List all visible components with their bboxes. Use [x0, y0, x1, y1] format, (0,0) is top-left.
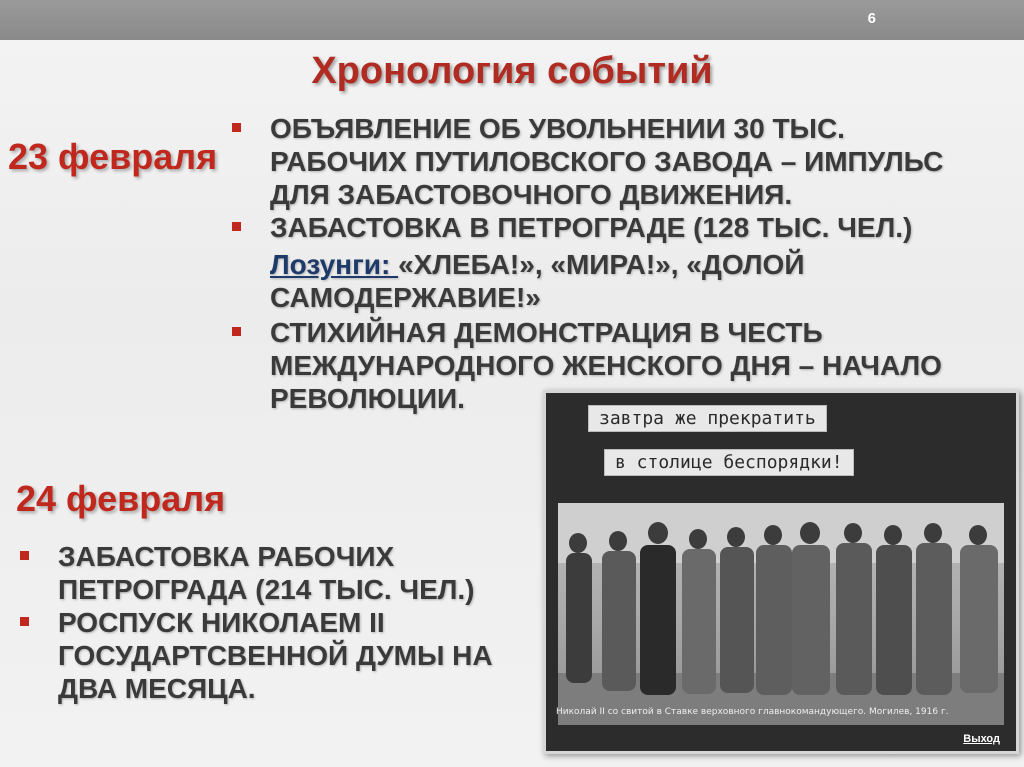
bullet-item — [20, 540, 540, 606]
bullet-text: ОБЪЯВЛЕНИЕ ОБ УВОЛЬНЕНИИ 30 ТЫС. РАБОЧИХ ПУТИЛОВСКОГО ЗАВОДА – ИМПУЛЬС ДЛЯ ЗАБАСТОВОЧНОГО ДВИЖЕНИЯ. — [270, 113, 944, 210]
bullet-item — [20, 606, 540, 705]
historical-photo-panel — [543, 390, 1019, 754]
bullet-text: ЗАБАСТОВКА РАБОЧИХ ПЕТРОГРАДА (214 ТЫС. ЧЕЛ.) — [58, 541, 475, 605]
bullet-square-icon — [232, 327, 241, 336]
bullet-text: ЗАБАСТОВКА В ПЕТРОГРАДЕ (128 ТЫС. ЧЕЛ.) — [270, 212, 913, 243]
bullet-square-icon — [232, 222, 241, 231]
banner-quote-2: в столице беспорядки! — [604, 449, 854, 476]
bullet-square-icon — [20, 551, 29, 560]
bullet-square-icon — [232, 123, 241, 132]
bullet-list-feb-23 — [232, 112, 972, 415]
bullet-square-icon — [20, 617, 29, 626]
bullet-item — [232, 112, 972, 211]
bullet-list-feb-24 — [20, 540, 540, 705]
slogans-label: Лозунги: — [270, 249, 399, 280]
slide-title: Хронология событий — [311, 50, 713, 92]
slogans-text: «ХЛЕБА!», «МИРА!», «ДОЛОЙ САМОДЕРЖАВИЕ!» — [270, 249, 805, 313]
group-photo — [558, 503, 1004, 725]
officers-photo-illustration — [558, 503, 1004, 725]
bullet-text: СТИХИЙНАЯ ДЕМОНСТРАЦИЯ В ЧЕСТЬ МЕЖДУНАРОДНОГО ЖЕНСКОГО ДНЯ – НАЧАЛО РЕВОЛЮЦИИ. — [270, 317, 942, 414]
date-feb-23: 23 февраля — [8, 136, 218, 177]
slogans — [232, 248, 972, 314]
exit-link[interactable]: Выход — [963, 733, 1000, 745]
top-bar — [0, 0, 1024, 40]
photo-caption: Николай II со свитой в Ставке верховного главнокомандующего. Могилев, 1916 г. — [556, 707, 949, 717]
bullet-text: РОСПУСК НИКОЛАЕМ II ГОСУДАРТСВЕННОЙ ДУМЫ НА ДВА МЕСЯЦА. — [58, 607, 493, 704]
slide-number: 6 — [867, 10, 876, 27]
date-feb-24: 24 февраля — [16, 478, 226, 519]
banner-quote-1: завтра же прекратить — [588, 405, 827, 432]
bullet-item — [232, 211, 972, 244]
